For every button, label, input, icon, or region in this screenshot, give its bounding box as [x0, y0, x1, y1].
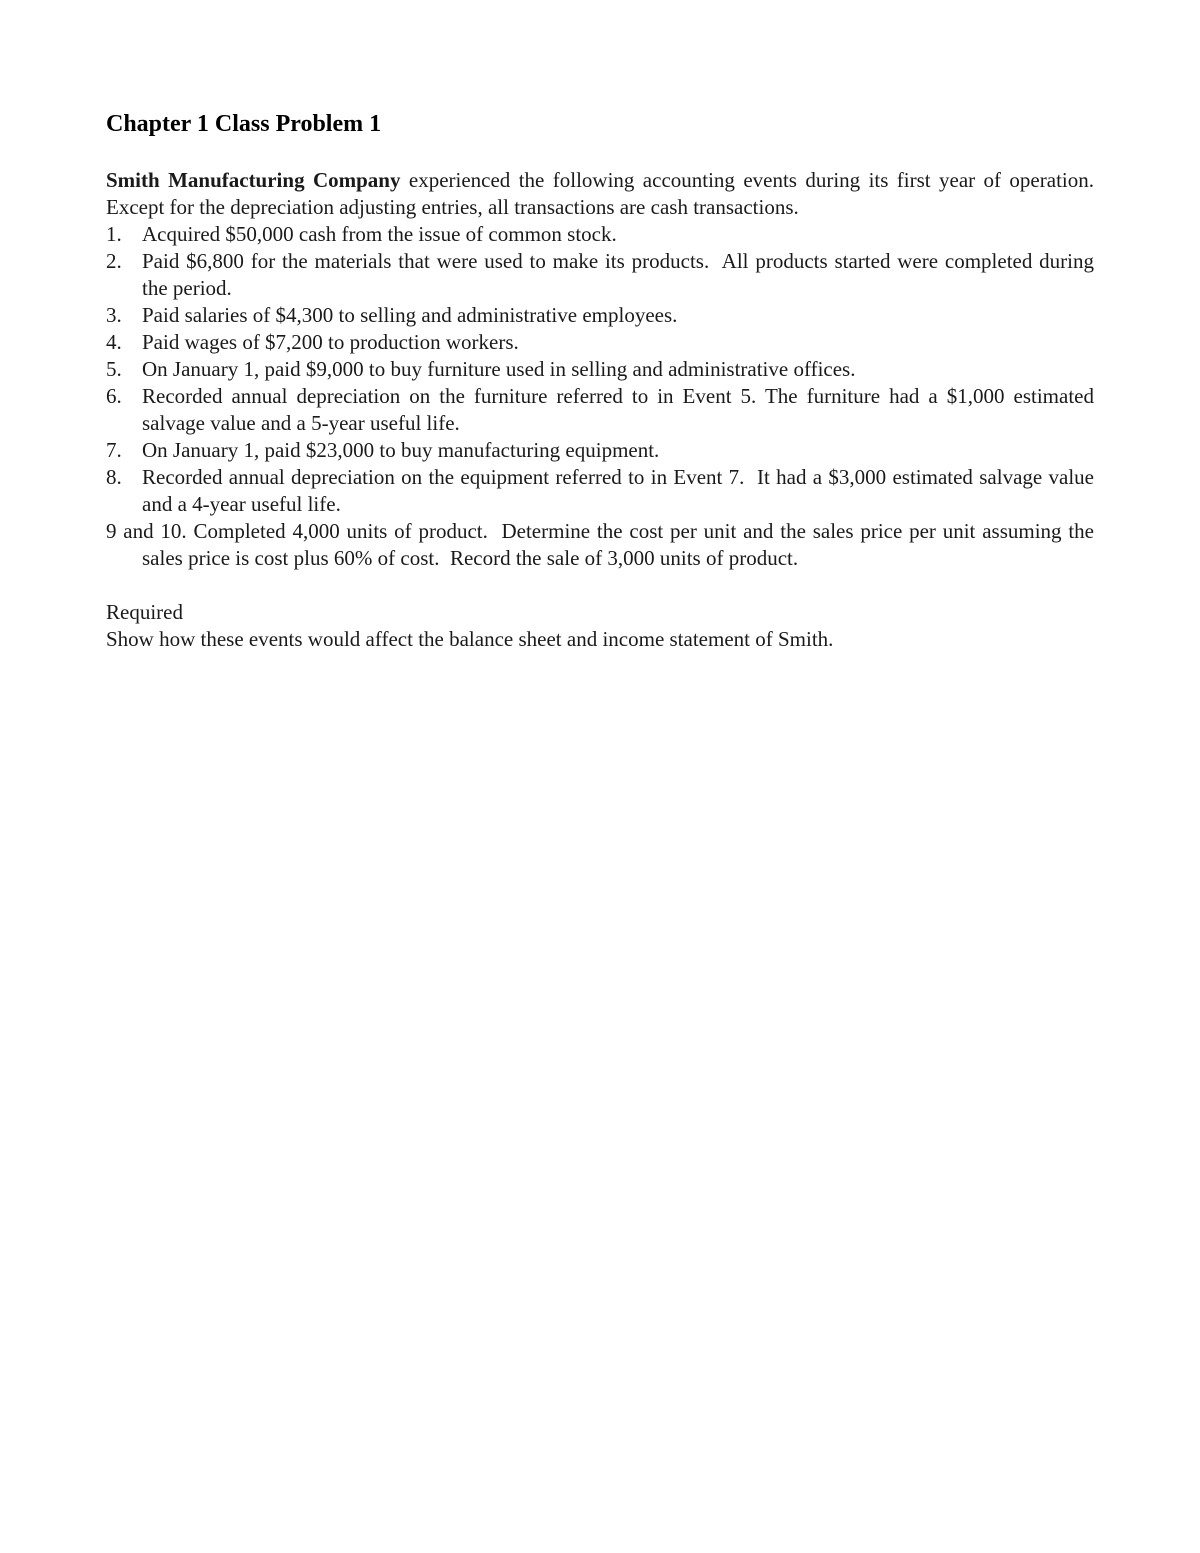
event-number: 1. — [106, 222, 122, 246]
event-item-8 — [106, 464, 1100, 518]
event-text: Paid wages of $7,200 to production workers. — [142, 330, 519, 354]
event-text: Completed 4,000 units of product. Determine the cost per unit and the sales price per unit assuming the sales price is cost plus 60% of cost. Record the sale of 3,000 units of product. — [142, 519, 1100, 570]
event-item-9-10 — [106, 518, 1100, 572]
company-name: Smith Manufacturing Company — [106, 168, 401, 192]
required-heading: Required — [106, 600, 183, 624]
intro-paragraph — [106, 167, 1105, 221]
event-item-4 — [106, 329, 1094, 356]
event-text: Paid salaries of $4,300 to selling and administrative employees. — [142, 303, 678, 327]
intro-text-a: experienced the following accounting events during its first year of operation. — [400, 168, 1094, 192]
event-number: 5. — [106, 357, 122, 381]
event-text: On January 1, paid $23,000 to buy manufacturing equipment. — [142, 438, 660, 462]
event-number: 4. — [106, 330, 122, 354]
event-text: Recorded annual depreciation on the equipment referred to in Event 7. It had a $3,000 estimated salvage value and a 4-year useful life. — [142, 465, 1100, 516]
event-item-5 — [106, 356, 1094, 383]
event-number: 9 and 10. — [106, 519, 194, 543]
event-item-7 — [106, 437, 1094, 464]
required-section — [106, 599, 1094, 653]
event-item-6 — [106, 383, 1094, 437]
event-item-1 — [106, 221, 1094, 248]
event-number: 8. — [106, 465, 122, 489]
event-text: Paid $6,800 for the materials that were used to make its products. All products started were completed during the period. — [142, 249, 1100, 300]
event-number: 3. — [106, 303, 122, 327]
document-title: Chapter 1 Class Problem 1 — [106, 111, 382, 137]
event-text: Recorded annual depreciation on the furniture referred to in Event 5. The furniture had a $1,000 estimated salvage value and a 5-year useful life. — [142, 384, 1094, 435]
event-item-2 — [106, 248, 1100, 302]
required-text: Show how these events would affect the balance sheet and income statement of Smith. — [106, 627, 834, 651]
event-list — [106, 221, 1100, 572]
document-page — [106, 108, 1105, 653]
event-number: 6. — [106, 384, 122, 408]
event-text: Acquired $50,000 cash from the issue of common stock. — [142, 222, 617, 246]
event-number: 2. — [106, 249, 122, 273]
event-number: 7. — [106, 438, 122, 462]
intro-text-b: Except for the depreciation adjusting entries, all transactions are cash transactions. — [106, 168, 1105, 219]
event-item-3 — [106, 302, 1094, 329]
event-text: On January 1, paid $9,000 to buy furniture used in selling and administrative offices. — [142, 357, 856, 381]
